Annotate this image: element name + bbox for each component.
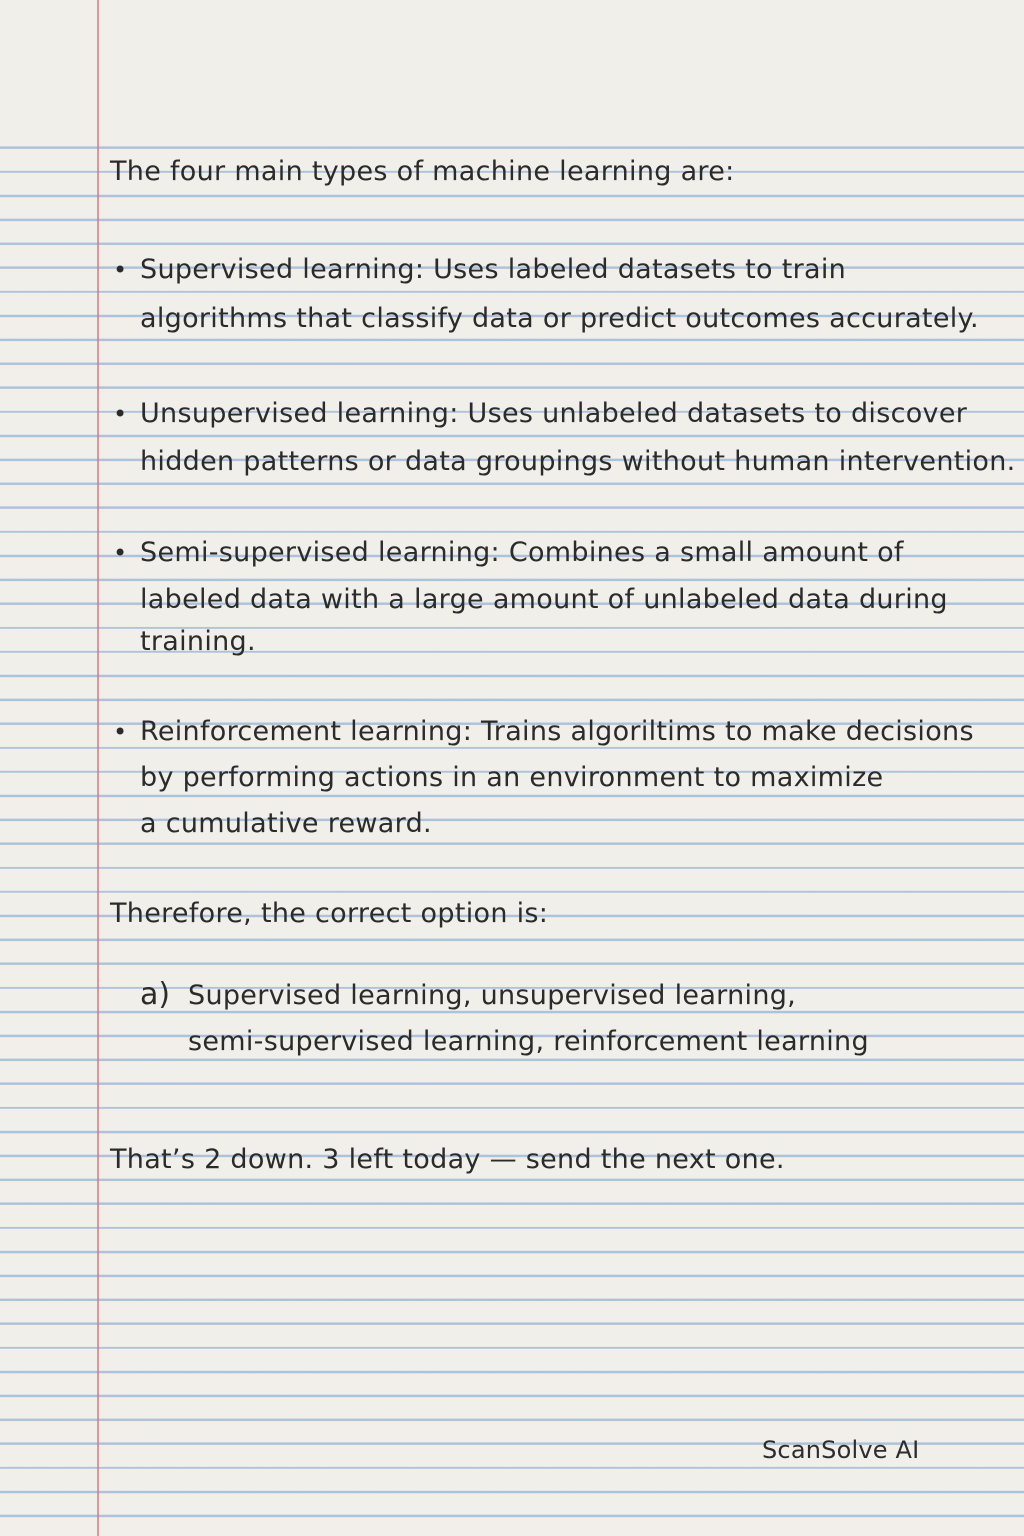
margin-line: [97, 0, 99, 1536]
item-semi-supervised-line-3: training.: [140, 626, 256, 657]
bullet-marker: •: [113, 718, 128, 746]
footer-note: That’s 2 down. 3 left today — send the next one.: [110, 1144, 785, 1175]
bullet-marker: •: [113, 400, 128, 428]
item-unsupervised-line-1: Unsupervised learning: Uses unlabeled datasets to discover: [140, 398, 968, 429]
item-reinforcement-line-2: by performing actions in an environment to maximize: [140, 762, 884, 793]
brand-label: ScanSolve AI: [762, 1436, 920, 1464]
conclusion-text: Therefore, the correct option is:: [110, 898, 549, 929]
item-reinforcement-line-1: Reinforcement learning: Trains algoriltims to make decisions: [140, 716, 974, 747]
bullet-marker: •: [113, 256, 128, 284]
intro-text: The four main types of machine learning are:: [110, 156, 735, 187]
paper-top-margin: [0, 0, 1024, 146]
item-supervised-line-1: Supervised learning: Uses labeled datasets to train: [140, 254, 847, 285]
item-semi-supervised-line-2: labeled data with a large amount of unlabeled data during: [140, 584, 948, 615]
bullet-marker: •: [113, 539, 128, 567]
item-unsupervised-line-2: hidden patterns or data groupings without human intervention.: [140, 446, 1016, 477]
item-semi-supervised-line-1: Semi-supervised learning: Combines a small amount of: [140, 537, 904, 568]
item-reinforcement-line-3: a cumulative reward.: [140, 808, 432, 839]
answer-line-1: Supervised learning, unsupervised learning,: [188, 980, 797, 1011]
answer-letter: a): [140, 977, 171, 1012]
answer-line-2: semi-supervised learning, reinforcement learning: [188, 1026, 869, 1057]
item-supervised-line-2: algorithms that classify data or predict outcomes accurately.: [140, 303, 979, 334]
